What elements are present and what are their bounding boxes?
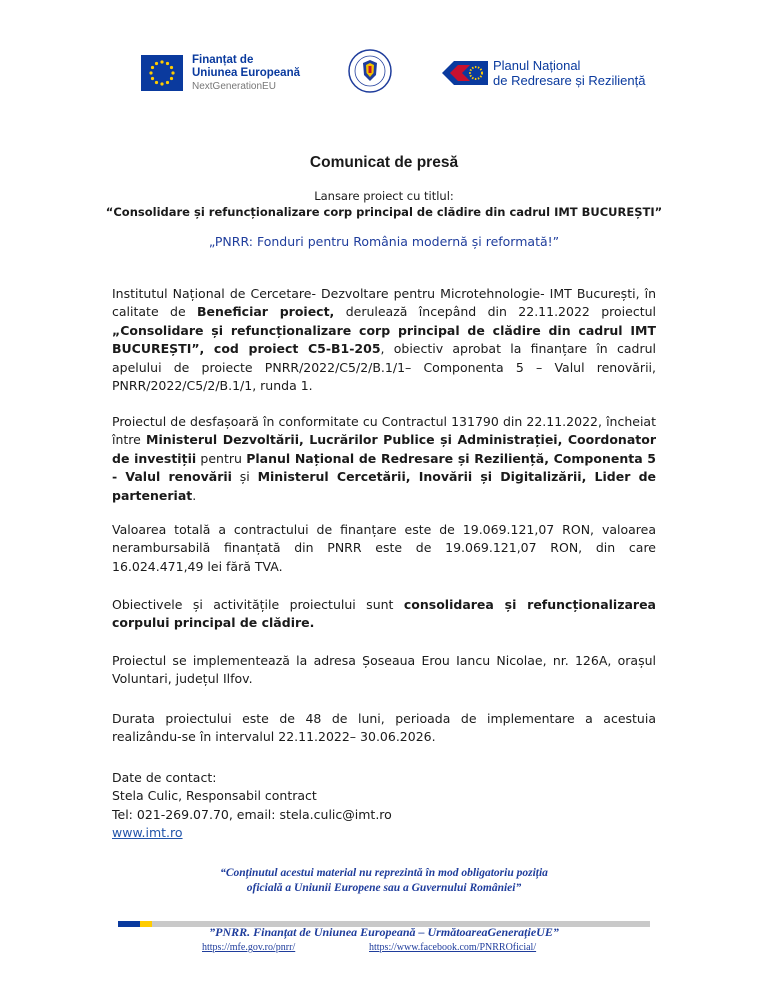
contact-block xyxy=(112,769,392,843)
document-title: Comunicat de presă xyxy=(309,154,459,171)
contact-person: Stela Culic, Responsabil contract xyxy=(112,788,317,804)
pnrr-logo-label xyxy=(493,58,645,88)
eu-stars-icon xyxy=(141,55,183,91)
paragraph-contract xyxy=(112,413,656,505)
website-link[interactable]: www.imt.ro xyxy=(112,825,183,841)
pnrr-slogan: „PNRR: Fonduri pentru România modernă și reformată!” xyxy=(208,234,560,249)
pnrr-logo-icon xyxy=(440,58,490,88)
p1-text-a: Institutul Național de Cercetare- Dezvoltare pentru Microtehnologie- IMT București, în calitate de xyxy=(112,286,656,320)
p1-bold-beneficiary: Beneficiar proiect, xyxy=(197,304,335,320)
p2-text-e: și xyxy=(231,469,258,485)
p4-text-a: Obiectivele și activitățile proiectului sunt xyxy=(112,597,404,612)
government-seal-icon xyxy=(348,49,392,93)
contact-details: Tel: 021-269.07.70, email: stela.culic@imt.ro xyxy=(112,806,392,822)
romanian-government-seal xyxy=(348,49,392,93)
p4-bold-objectives: consolidarea și refuncționalizarea corpului principal de clădire. xyxy=(112,597,656,631)
paragraph-value: Valoarea totală a contractului de finanțare este de 19.069.121,07 RON, valoarea nerambursabilă finanțată din PNRR este de 19.069.121,07 RON, din care 16.024.471,49 lei fără TVA. xyxy=(112,522,656,574)
subtitle-intro: Lansare proiect cu titlul: xyxy=(314,189,454,203)
footer-decorative-bar xyxy=(118,912,650,918)
p2-bold-ministry-research: Ministerul Cercetării, Inovării și Digitalizării, Lider de parteneriat xyxy=(112,469,657,503)
footer-link-facebook[interactable]: https://www.facebook.com/PNRROficial/ xyxy=(369,942,537,953)
footer-title: ”PNRR. Finanțat de Uniunea Europeană – UrmătoareaGenerațieUE” xyxy=(209,925,559,939)
paragraph-duration: Durata proiectului este de 48 de luni, perioada de implementare a acestuia realizându-se în intervalul 22.11.2022– 30.06.2026. xyxy=(112,711,656,745)
p2-text-c: pentru xyxy=(196,450,247,466)
p1-bold-project: „Consolidare și refuncționalizare corp principal de clădire din cadrul IMT BUCUREȘTI”, cod proiect C5-B1-205 xyxy=(112,322,656,357)
pnrr-logo-line2: de Redresare și Reziliență xyxy=(493,73,646,88)
disclaimer-line2: oficială a Uniunii Europene sau a Guvernului României” xyxy=(246,882,522,894)
eu-flag-logo xyxy=(141,55,183,91)
eu-disclaimer xyxy=(0,866,768,896)
eu-funding-label xyxy=(192,54,300,93)
footer-link-mfe[interactable]: https://mfe.gov.ro/pnrr/ xyxy=(202,942,296,953)
p2-text-a: Proiectul de desfașoară în conformitate cu Contractul 131790 din 22.11.2022, încheiat între xyxy=(112,414,656,448)
paragraph-objectives xyxy=(112,596,656,633)
paragraph-beneficiary xyxy=(112,285,656,395)
pnrr-logo-line1: Planul Național xyxy=(493,58,581,73)
eu-funding-line2: Uniunea Europeană xyxy=(192,67,300,79)
paragraph-address: Proiectul se implementează la adresa Șoseaua Erou Iancu Nicolae, nr. 126A, orașul Voluntari, județul Ilfov. xyxy=(112,653,656,687)
contact-heading: Date de contact: xyxy=(112,770,217,785)
eu-funding-line3: NextGenerationEU xyxy=(192,81,276,92)
eu-funding-line1: Finanțat de xyxy=(192,54,254,66)
p2-bold-ministry-development: Ministerul Dezvoltării, Lucrărilor Publice și Administrației, Coordonator de investiții xyxy=(112,432,656,466)
project-subtitle xyxy=(0,188,768,220)
pnrr-logo-mark xyxy=(440,58,490,88)
p1-text-e: , obiectiv aprobat la finanțare în cadrul apelului de proiecte PNRR/2022/C5/2/B.1/1– Componenta 5 – Valul renovării, PNRR/2022/C5/2/B.1/1, runda 1. xyxy=(112,341,656,394)
p2-text-g: . xyxy=(192,487,197,503)
p2-bold-pnrr: Planul Național de Redresare și Reziliență, Componenta 5 - Valul renovării xyxy=(112,450,656,485)
project-title: “Consolidare și refuncționalizare corp principal de clădire din cadrul IMT BUCUREȘTI” xyxy=(105,205,663,219)
disclaimer-line1: “Conținutul acestui material nu reprezintă în mod obligatoriu poziția xyxy=(220,867,548,879)
p1-text-c: derulează începând din 22.11.2022 proiectul xyxy=(334,304,657,320)
